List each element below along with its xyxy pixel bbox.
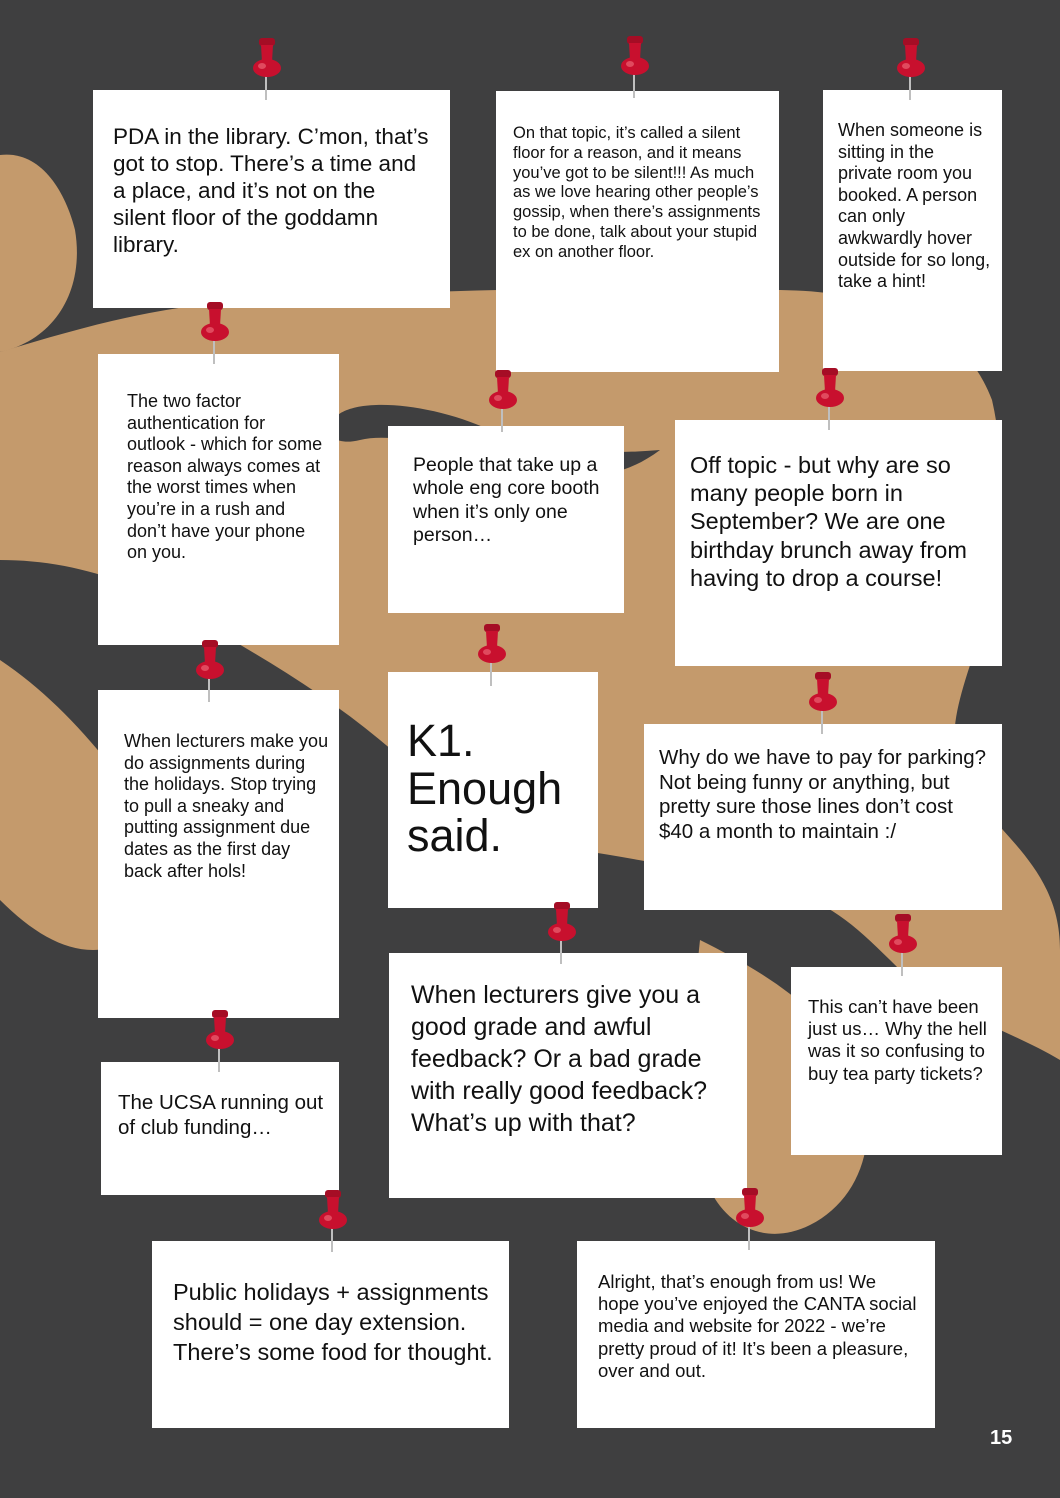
- note-ucsa-funding: The UCSA running out of club funding…: [101, 1062, 339, 1195]
- note-holiday-assignments: When lecturers make you do assignments during the holidays. Stop trying to pull a sneaky and putting assignment due dates as the first day back after hols!: [98, 690, 339, 1018]
- push-pin-icon: [193, 638, 227, 702]
- note-tea-party-tickets: This can’t have been just us… Why the hell was it so confusing to buy tea party tickets?: [791, 967, 1002, 1155]
- push-pin-icon: [806, 670, 840, 734]
- push-pin-icon: [894, 36, 928, 100]
- note-eng-core-booth: People that take up a whole eng core booth when it’s only one person…: [388, 426, 624, 613]
- push-pin-icon: [733, 1186, 767, 1250]
- note-private-room: When someone is sitting in the private room you booked. A person can only awkwardly hover outside for so long, take a hint!: [823, 90, 1002, 371]
- note-k1: K1. Enough said.: [388, 672, 598, 908]
- push-pin-icon: [886, 912, 920, 976]
- push-pin-icon: [198, 300, 232, 364]
- note-silent-floor: On that topic, it’s called a silent floor for a reason, and it means you’ve got to be silent!!! As much as we love hearing other people’s gossip, when there’s assignments to be done, talk about your stupid ex on another floor.: [496, 91, 779, 372]
- push-pin-icon: [545, 900, 579, 964]
- push-pin-icon: [203, 1008, 237, 1072]
- note-pda-library: PDA in the library. C’mon, that’s got to stop. There’s a time and a place, and it’s not on the silent floor of the goddamn library.: [93, 90, 450, 308]
- push-pin-icon: [486, 368, 520, 432]
- push-pin-icon: [475, 622, 509, 686]
- push-pin-icon: [250, 36, 284, 100]
- push-pin-icon: [316, 1188, 350, 1252]
- push-pin-icon: [618, 34, 652, 98]
- push-pin-icon: [813, 366, 847, 430]
- page-number: 15: [990, 1427, 1013, 1449]
- note-farewell: Alright, that’s enough from us! We hope you’ve enjoyed the CANTA social media and website for 2022 - we’re pretty proud of it! It’s been a pleasure, over and out.: [577, 1241, 935, 1428]
- note-grades-feedback: When lecturers give you a good grade and awful feedback? Or a bad grade with really good feedback? What’s up with that?: [389, 953, 747, 1198]
- note-public-holidays: Public holidays + assignments should = one day extension. There’s some food for thought.: [152, 1241, 509, 1428]
- note-parking: Why do we have to pay for parking? Not being funny or anything, but pretty sure those lines don’t cost $40 a month to maintain :/: [644, 724, 1002, 910]
- note-two-factor: The two factor authentication for outlook - which for some reason always comes at the worst times when you’re in a rush and don’t have your phone on you.: [98, 354, 339, 645]
- note-september-birthdays: Off topic - but why are so many people born in September? We are one birthday brunch away from having to drop a course!: [675, 420, 1002, 666]
